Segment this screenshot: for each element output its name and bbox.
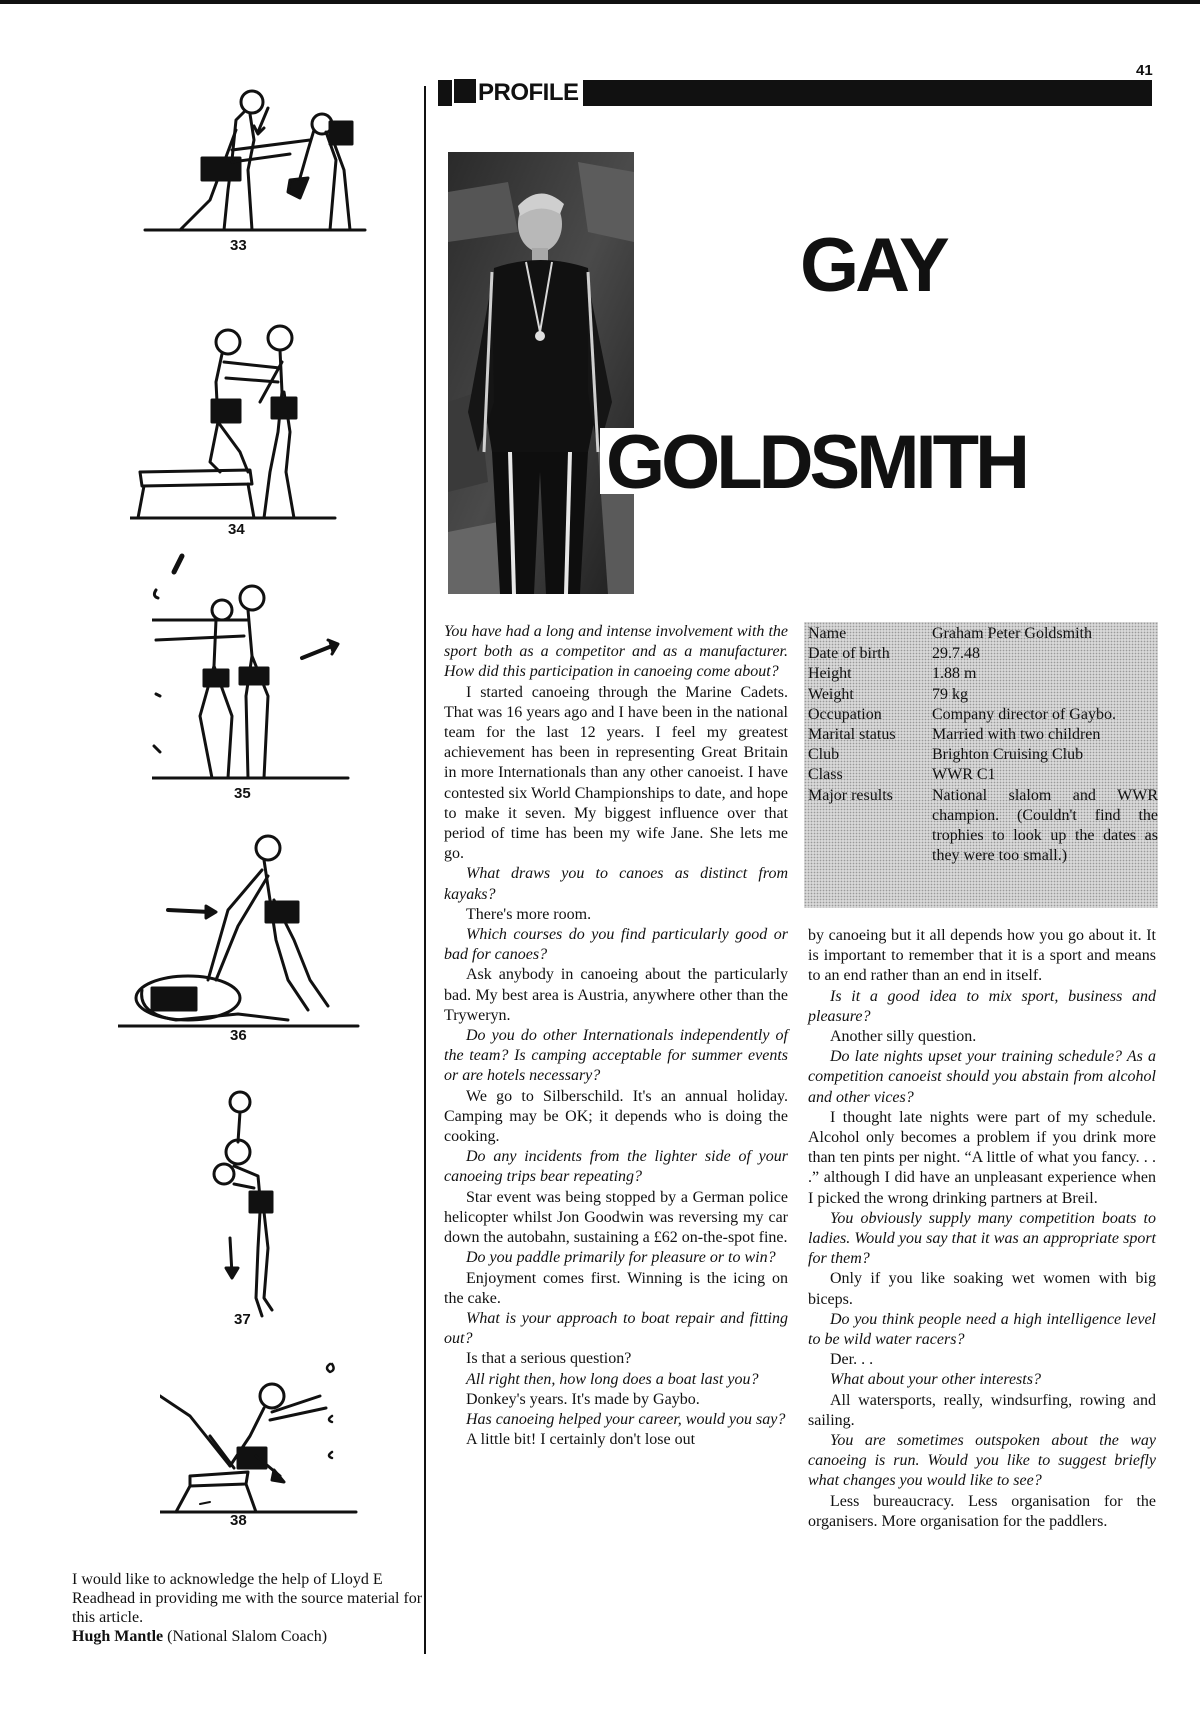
- interview-answer: Donkey's years. It's made by Gaybo.: [466, 1390, 700, 1408]
- interview-question: All right then, how long does a boat last you?: [466, 1370, 759, 1388]
- exercise-illustration-35: [152, 546, 352, 782]
- interview-question: Do you think people need a high intelligence level to be wild water racers?: [808, 1310, 1156, 1349]
- interview-answer: Der. . .: [830, 1351, 874, 1369]
- interview-question: You are sometimes outspoken about the way canoeing is run. Would you like to suggest briefly what changes you would like to see?: [808, 1432, 1156, 1490]
- fact-label: Occupation: [808, 705, 882, 723]
- interview-question: Do you paddle primarily for pleasure or to win?: [466, 1249, 776, 1267]
- fact-value: National slalom and WWR champion. (Couldn't find the trophies to look up the dates as they were too small.): [932, 786, 1158, 865]
- interview-column-1: [444, 622, 788, 1450]
- fact-row: [808, 644, 1158, 664]
- exercise-number: 35: [234, 785, 251, 802]
- interview-answer: Less bureaucracy. Less organisation for the organisers. More organisation for the paddlers.: [808, 1492, 1156, 1530]
- page-number: 41: [1136, 62, 1153, 79]
- interview-answer-continued: by canoeing but it all depends how you go about it. It is important to remember that it is a sport and means to an end rather than an end in itself.: [808, 927, 1156, 985]
- interview-question: Do late nights upset your training schedule? As a competition canoeist should you abstain from alcohol and other vices?: [808, 1048, 1156, 1106]
- fact-label: Name: [808, 625, 847, 642]
- fact-label: Marital status: [808, 726, 896, 744]
- fact-label: Height: [808, 665, 852, 683]
- interview-question: What draws you to canoes as distinct from kayaks?: [444, 865, 788, 903]
- fact-row: [808, 725, 1158, 745]
- fact-label: Class: [808, 766, 843, 784]
- interview-answer: Ask anybody in canoeing about the particularly bad. My best area is Austria, anywhere other than the Tryweryn.: [444, 966, 788, 1024]
- acknowledgement-author-role: (National Slalom Coach): [167, 1628, 328, 1645]
- fact-value: Graham Peter Goldsmith: [932, 625, 1092, 642]
- exercise-number: 37: [234, 1311, 251, 1328]
- exercise-number: 38: [230, 1512, 247, 1529]
- fact-label: Weight: [808, 685, 854, 703]
- fact-value: Married with two children: [932, 726, 1101, 744]
- fact-value: 1.88 m: [932, 665, 977, 683]
- exercise-number: 33: [230, 237, 247, 254]
- interview-question: Is it a good idea to mix sport, business and pleasure?: [808, 987, 1156, 1025]
- acknowledgement-text: I would like to acknowledge the help of Lloyd E Readhead in providing me with the source material for this article.: [72, 1571, 423, 1626]
- fact-row: [808, 765, 1158, 785]
- interview-question: Do any incidents from the lighter side of your canoeing trips bear repeating?: [444, 1148, 788, 1186]
- section-header: [452, 79, 583, 107]
- exercise-illustration-34: [130, 322, 340, 522]
- interview-column-2: [808, 926, 1156, 1532]
- fact-label: Club: [808, 746, 840, 764]
- fact-label: Major results: [808, 786, 893, 804]
- acknowledgement-author: Hugh Mantle: [72, 1628, 164, 1645]
- exercise-number: 36: [230, 1027, 247, 1044]
- acknowledgement: [72, 1570, 424, 1646]
- interview-question: Has canoeing helped your career, would you say?: [466, 1410, 786, 1428]
- top-rule: [0, 0, 1200, 4]
- interview-question: Do you do other Internationals independently of the team? Is camping acceptable for summer events or are hotels necessary?: [444, 1027, 788, 1085]
- fact-row: [808, 705, 1158, 725]
- fact-row: [808, 685, 1158, 705]
- interview-answer: There's more room.: [466, 905, 592, 923]
- exercise-illustration-36: [118, 830, 368, 1030]
- interview-answer: Enjoyment comes first. Winning is the icing on the cake.: [444, 1269, 788, 1307]
- fact-row: [808, 624, 1158, 644]
- interview-answer: Only if you like soaking wet women with big biceps.: [808, 1270, 1156, 1308]
- fact-row: [808, 786, 1158, 867]
- interview-answer: Star event was being stopped by a German police helicopter whilst Jon Goodwin was reversing my car down the autobahn, sustaining a £62 on-the-spot fine.: [444, 1188, 788, 1247]
- exercise-illustration-33: [140, 80, 370, 235]
- interview-answer: A little bit! I certainly don't lose out: [466, 1431, 696, 1449]
- fact-value: WWR C1: [932, 766, 996, 784]
- interview-question: Which courses do you find particularly good or bad for canoes?: [444, 926, 788, 964]
- section-label: PROFILE: [478, 79, 579, 106]
- exercise-number: 34: [228, 521, 245, 538]
- column-divider: [424, 86, 426, 1654]
- fact-list: [808, 624, 1158, 866]
- interview-answer: Another silly question.: [830, 1028, 977, 1046]
- fact-row: [808, 664, 1158, 684]
- interview-answer: Is that a serious question?: [466, 1350, 632, 1368]
- fact-row: [808, 745, 1158, 765]
- fact-label: Date of birth: [808, 645, 890, 663]
- fact-value: Brighton Cruising Club: [932, 746, 1084, 764]
- fact-value: 29.7.48: [932, 645, 980, 663]
- interview-question: You have had a long and intense involvement with the sport both as a competitor and as a manufacturer. How did this participation in canoeing come about?: [444, 623, 788, 681]
- profile-last-name: GOLDSMITH: [606, 420, 1026, 505]
- interview-question: What about your other interests?: [830, 1371, 1041, 1389]
- interview-answer: All watersports, really, windsurfing, rowing and sailing.: [808, 1391, 1156, 1429]
- fact-value: Company director of Gaybo.: [932, 705, 1116, 723]
- interview-answer: I thought late nights were part of my schedule. Alcohol only becomes a problem if you drink more than ten pints per night. “A little of what you fancy. . . .” although I did have an unpleasant experience when I picked the wrong drinking partners at Breil.: [808, 1108, 1156, 1207]
- exercise-illustration-37: [198, 1088, 308, 1328]
- header-block-mark: [454, 79, 476, 103]
- profile-first-name: GAY: [800, 223, 946, 308]
- profile-photo: [448, 152, 634, 594]
- exercise-illustration-38: [160, 1356, 360, 1516]
- interview-question: What is your approach to boat repair and fitting out?: [444, 1309, 788, 1348]
- interview-answer: I started canoeing through the Marine Cadets. That was 16 years ago and I have been in the national team for the last 12 years. I feel my greatest achievement has been in representing Great Britain in more Internationals than any other canoeist. I have contested six World Championships to date, and hope to make it seven. My biggest influence over that period of time has been my wife Jane. She lets me go.: [444, 683, 788, 863]
- interview-question: You obviously supply many competition boats to ladies. Would you say that it was an appropriate sport for them?: [808, 1209, 1156, 1268]
- fact-value: 79 kg: [932, 685, 968, 703]
- interview-answer: We go to Silberschild. It's an annual holiday. Camping may be OK; it depends who is doing the cooking.: [444, 1087, 788, 1146]
